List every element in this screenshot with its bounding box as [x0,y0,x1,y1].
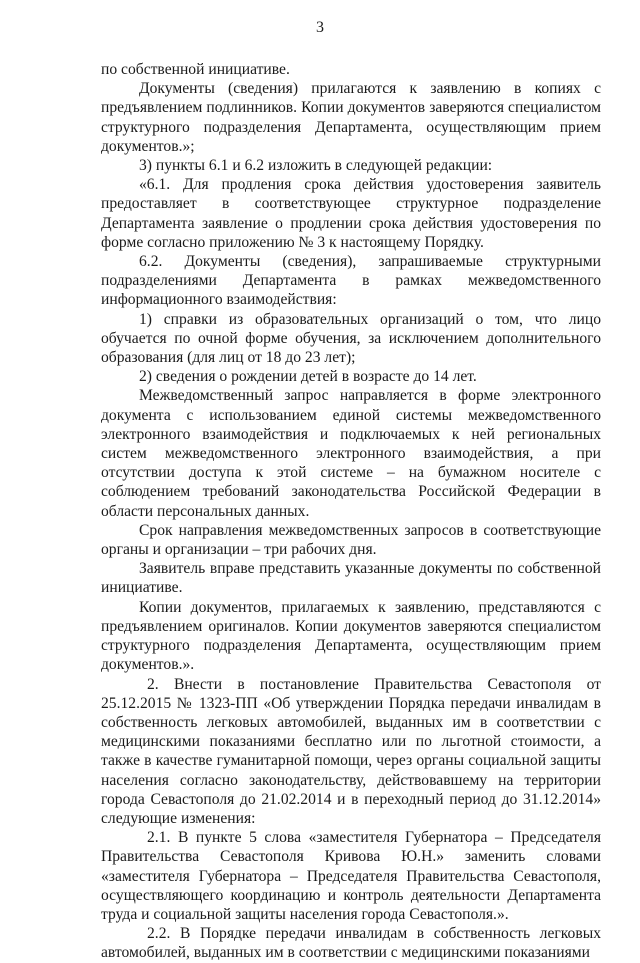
paragraph: 2. Внести в постановление Правительства Севастополя от 25.12.2015 № 1323-ПП «Об утверждении Порядка передачи инвалидам в собственность легковых автомобилей, выданных им в соответствии с медицинскими показаниями бесплатно или по льготной стоимости, а также в качестве гуманитарной помощи, через органы социальной защиты населения согласно законодательству, действовавшему на территории города Севастополя до 21.02.2014 и в переходный период до 31.12.2014» следующие изменения: [101,675,601,827]
paragraph: Документы (сведения) прилагаются к заявлению в копиях с предъявлением подлинников. Копии документов заверяются специалистом структурного подразделения Департамента, осуществляющим прием документов.»; [101,80,601,155]
page-number: 3 [316,19,324,36]
paragraph: «6.1. Для продления срока действия удостоверения заявитель предоставляет в соответствующее структурное подразделение Департамента заявление о продлении срока действия удостоверения по форме согласно приложению № 3 к настоящему Порядку. [101,176,601,251]
paragraph: Копии документов, прилагаемых к заявлению, представляются с предъявлением оригиналов. Копии документов заверяются специалистом структурного подразделения Департамента, осуществляющим прием документов.». [101,598,601,674]
document-body [101,60,601,963]
paragraph: 6.2. Документы (сведения), запрашиваемые структурными подразделениями Департамента в рамках межведомственного информационного взаимодействия: [101,253,601,309]
paragraph: 1) справки из образовательных организаций о том, что лицо обучается по очной форме обучения, за исключением дополнительного образования (для лиц от 18 до 23 лет); [101,310,601,367]
paragraph: 2) сведения о рождении детей в возрасте до 14 лет. [139,368,477,386]
paragraph: Межведомственный запрос направляется в форме электронного документа с использованием единой системы межведомственного электронного взаимодействия и подключаемых к ней региональных систем межведомственного электронного взаимодействия, а при отсутствии доступа к этой системе – на бумажном носителе с соблюдением требований законодательства Российской Федерации в области персональных данных. [101,387,601,520]
paragraph: Заявитель вправе представить указанные документы по собственной инициативе. [101,560,601,597]
paragraph: 2.1. В пункте 5 слова «заместителя Губернатора – Председателя Правительства Севастополя Кривова Ю.Н.» заменить словами «заместителя Губернатора – Председателя Правительства Севастополя, осуществляющего координацию и контроль деятельности Департамента труда и социальной защиты населения города Севастополя.». [101,829,601,923]
paragraph: по собственной инициативе. [101,61,290,78]
paragraph: Срок направления межведомственных запросов в соответствующие органы и организации – три рабочих дня. [101,521,601,559]
paragraph: 2.2. В Порядке передачи инвалидам в собственность легковых автомобилей, выданных им в соответствии с медицинскими показаниями [101,925,601,962]
paragraph: 3) пункты 6.1 и 6.2 изложить в следующей редакции: [139,157,493,175]
